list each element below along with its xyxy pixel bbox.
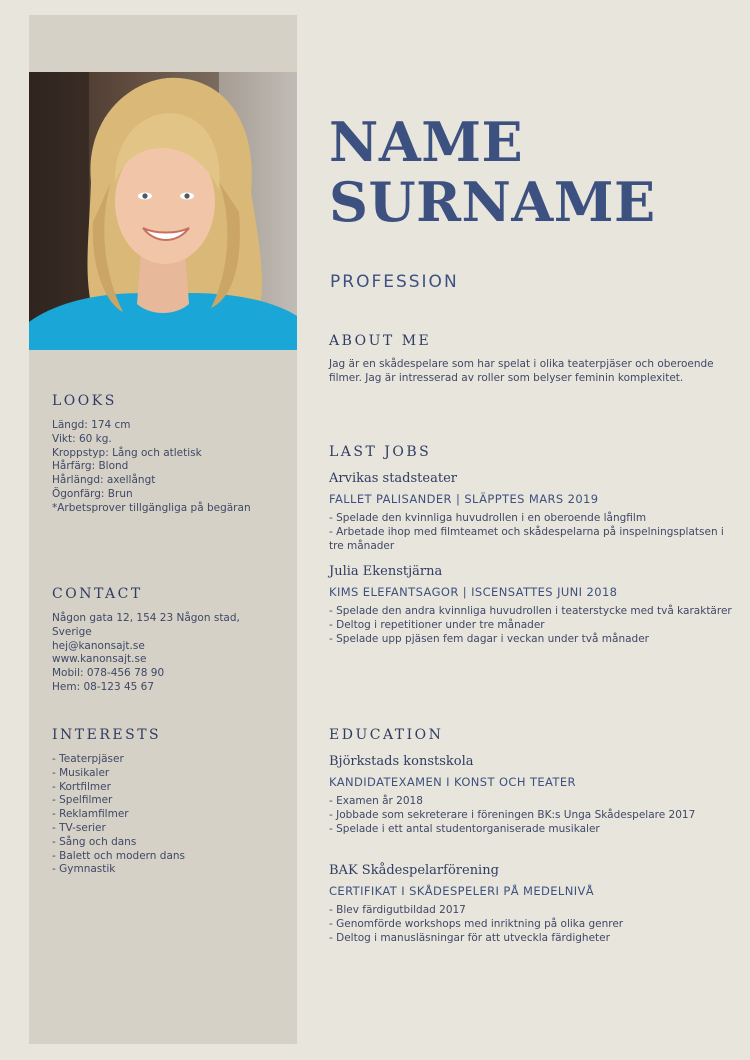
education-detail: - Deltog i manusläsningar för att utveckla färdigheter [329, 932, 610, 944]
interests-section [52, 727, 287, 877]
looks-line: Kroppstyp: Lång och atletisk [52, 446, 202, 459]
education-detail: - Spelade i ett antal studentorganiserade musikaler [329, 823, 600, 835]
interest-item: - Gymnastik [52, 863, 116, 876]
education-details [329, 794, 739, 836]
interests-list [52, 753, 287, 877]
looks-line: Hårfärg: Blond [52, 460, 129, 473]
name-first: NAME [329, 110, 524, 174]
contact-home-phone: Hem: 08-123 45 67 [52, 680, 155, 693]
education-entry [329, 754, 739, 836]
looks-details [52, 419, 287, 516]
profession-title: PROFESSION [330, 272, 459, 292]
job-duty: tre månader [329, 540, 395, 552]
contact-website[interactable]: www.kanonsajt.se [52, 653, 147, 666]
job-duty: - Spelade den andra kvinnliga huvudrollen i teaterstycke med två karaktärer [329, 605, 732, 617]
contact-email[interactable]: hej@kanonsajt.se [52, 639, 145, 652]
job-project: FALLET PALISANDER | SLÄPPTES MARS 2019 [329, 492, 599, 506]
contact-address: Någon gata 12, 154 23 Någon stad, [52, 612, 240, 624]
job-duties [329, 511, 739, 553]
job-duties [329, 604, 739, 646]
interest-item: - Kortfilmer [52, 780, 111, 793]
interest-item: - Teaterpjäser [52, 753, 124, 765]
name-last: SURNAME [329, 170, 656, 234]
last-jobs-heading: LAST JOBS [329, 444, 432, 460]
interest-item: - TV-serier [52, 821, 106, 834]
job-entry [329, 471, 739, 553]
about-text: Jag är en skådespelare som har spelat i olika teaterpjäser och oberoende filmer. Jag är intresserad av roller som belyser feminin komplexitet. [329, 358, 714, 384]
looks-section [52, 393, 287, 516]
job-project: KIMS ELEFANTSAGOR | ISCENSATTES JUNI 2018 [329, 585, 618, 599]
education-detail: - Genomförde workshops med inriktning på olika genrer [329, 918, 624, 930]
contact-country: Sverige [52, 625, 92, 638]
contact-mobile: Mobil: 078-456 78 90 [52, 667, 165, 680]
portrait-illustration [29, 72, 297, 350]
contact-heading: CONTACT [52, 586, 143, 602]
looks-line: Vikt: 60 kg. [52, 432, 112, 445]
looks-line: Ögonfärg: Brun [52, 487, 133, 500]
job-duty: - Spelade upp pjäsen fem dagar i veckan under två månader [329, 633, 649, 645]
interest-item: - Musikaler [52, 766, 110, 779]
education-detail: - Jobbade som sekreterare i föreningen BK:s Unga Skådespelare 2017 [329, 809, 696, 821]
job-duty: - Deltog i repetitioner under tre månader [329, 619, 545, 631]
job-employer: Arvikas stadsteater [329, 471, 457, 486]
interest-item: - Reklamfilmer [52, 808, 129, 821]
profile-photo [29, 72, 297, 350]
education-entry [329, 863, 739, 945]
contact-section [52, 586, 287, 695]
looks-line: Hårlängd: axellångt [52, 474, 156, 487]
looks-line: *Arbetsprover tillgängliga på begäran [52, 501, 251, 514]
interests-heading: INTERESTS [52, 727, 162, 743]
job-duty: - Arbetade ihop med filmteamet och skådespelarna på inspelningsplatsen i [329, 526, 724, 538]
degree-title: KANDIDATEXAMEN I KONST OCH TEATER [329, 775, 576, 789]
contact-details [52, 612, 287, 695]
education-detail: - Examen år 2018 [329, 795, 423, 807]
interest-item: - Spelfilmer [52, 794, 113, 807]
education-heading: EDUCATION [329, 727, 444, 743]
job-employer: Julia Ekenstjärna [329, 564, 443, 579]
interest-item: - Sång och dans [52, 835, 137, 848]
education-details [329, 903, 739, 945]
school-name: Björkstads konstskola [329, 754, 474, 769]
school-name: BAK Skådespelarförening [329, 863, 499, 878]
looks-line: Längd: 174 cm [52, 419, 131, 431]
degree-title: CERTIFIKAT I SKÅDESPELERI PÅ MEDELNIVÅ [329, 884, 595, 898]
full-name [329, 112, 656, 232]
education-detail: - Blev färdigutbildad 2017 [329, 904, 466, 916]
about-heading: ABOUT ME [329, 333, 432, 349]
interest-item: - Balett och modern dans [52, 849, 186, 862]
job-entry [329, 564, 739, 646]
job-duty: - Spelade den kvinnliga huvudrollen i en oberoende långfilm [329, 512, 647, 524]
looks-heading: LOOKS [52, 393, 117, 409]
